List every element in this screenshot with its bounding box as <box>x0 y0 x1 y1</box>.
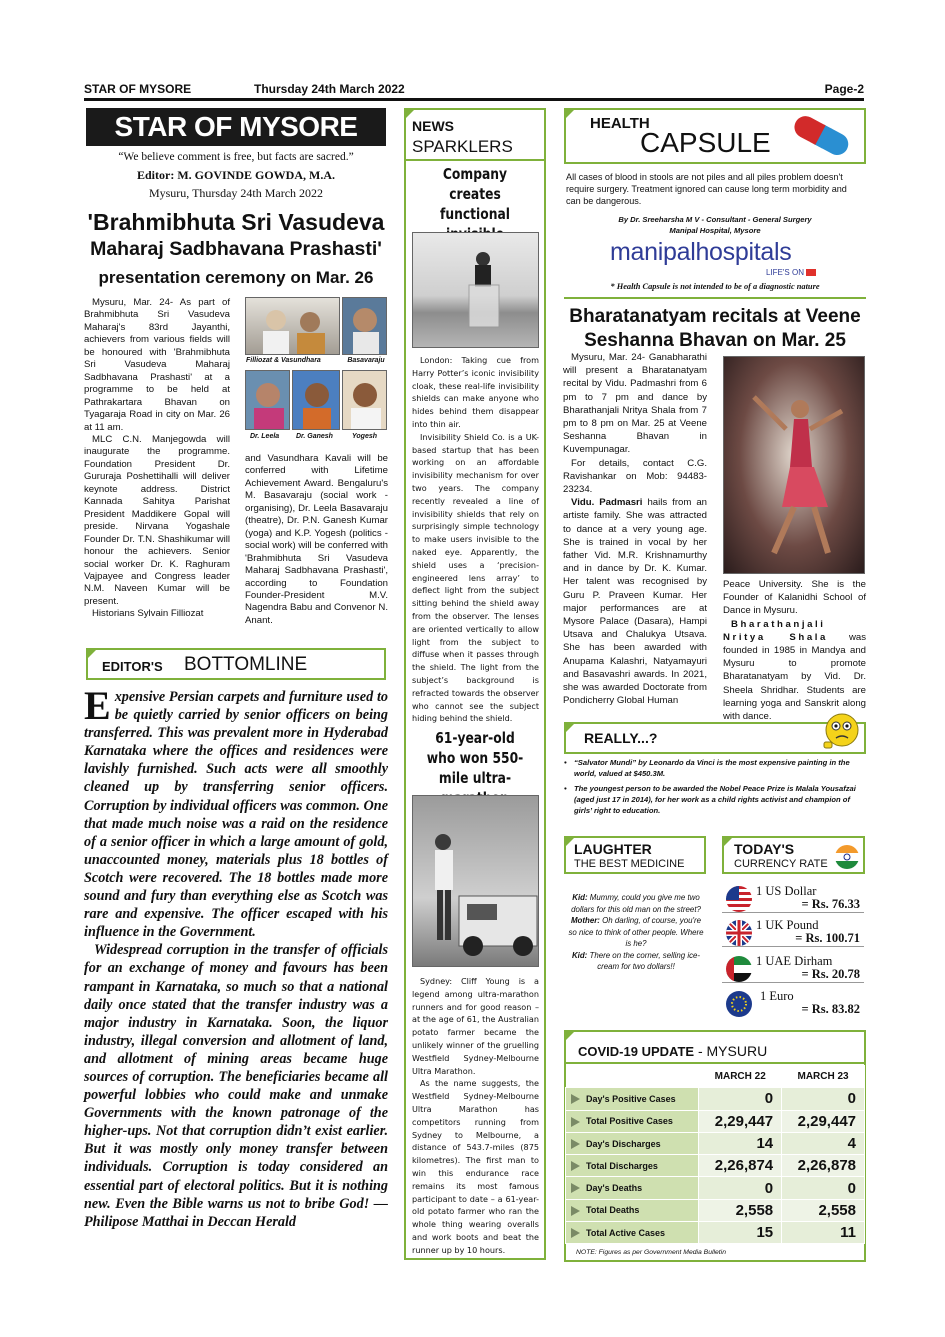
covid-table <box>565 1065 865 1244</box>
currency-value-eur: = Rs. 83.82 <box>801 1002 860 1016</box>
laughter-label-bold: LAUGHTER <box>574 841 652 857</box>
bottomline-label: BOTTOMLINE <box>184 654 308 675</box>
currency-row-aed <box>722 953 864 983</box>
news-story-1-headline: Company creates functional <box>440 165 510 223</box>
really-list <box>564 757 866 816</box>
photo-invisibility-shield <box>412 232 539 348</box>
health-bottom-rule <box>564 297 866 299</box>
laughter-label: THE BEST MEDICINE <box>574 858 685 870</box>
table-row: Day's Positive Cases 0 0 <box>566 1088 865 1110</box>
photo-dancer <box>723 356 865 574</box>
dance-para-3: hails from an artiste family. She was attracted to dance at a very young age. She is trained in vocal by her father Vid. M.R. Krishnamurthy and in dance by Dr. K. Kumar. Her talent was recognised by Guru P. Praveen Kumar. Her major performances are at Mysore Palace (Dasara), Hampi Utsava and Chalukya Utsava. She has been awarded with Anupama Kalashri, Natyamayuri and Basavashri awards. In 2021, she was awarded Doctorate from Pondicherry Global Human <box>563 497 708 707</box>
currency-value-aed: = Rs. 20.78 <box>801 967 860 981</box>
dance-story-column-2 <box>723 578 866 723</box>
dance-para-2: For details, contact C.G. Ravishankar on Mob: 94483-23234. <box>563 457 707 496</box>
currency-row-usd <box>722 883 864 913</box>
news-story-2-para-2: As the name suggests, the Westfield Sydney-Melbourne Ultra Marathon has competitors running from Sydney to Melbourne, a distance of 543.7-miles (875 kilometres). The first man to win this endurance race remains its most famous participant to date – a 61-year-old potato farmer who ran the whole thing wearing overalls and work boots and beat the runner up by 10 hours. <box>412 1078 539 1255</box>
currency-name-usd: 1 US Dollar <box>756 884 817 898</box>
masthead-title: STAR OF MYSORE <box>86 108 386 146</box>
table-row: Total Discharges 2,26,874 2,26,878 <box>566 1155 865 1177</box>
dance-headline-line-1: Bharatanatyam recitals at Veene <box>569 306 861 327</box>
covid-col-march-22: MARCH 22 <box>699 1066 782 1088</box>
currency-name-eur: 1 Euro <box>760 989 794 1003</box>
uk-flag-icon <box>726 920 752 946</box>
table-row: Day's Discharges 14 4 <box>566 1132 865 1154</box>
portrait-man-icon <box>343 371 387 430</box>
currency-row-eur <box>722 988 864 1018</box>
corner-tab-icon <box>564 1030 576 1042</box>
covid-col-march-23: MARCH 23 <box>782 1066 865 1088</box>
caption-ganesh: Dr. Ganesh <box>296 433 333 440</box>
table-row: Day's Deaths 0 0 <box>566 1177 865 1199</box>
lead-headline-line-2: Maharaj Sadbhavana Prashasti' <box>90 238 382 260</box>
bottomline-label-box <box>86 648 386 680</box>
news-story-2-headline: 61-year-old who won 550-mile ultra- <box>426 729 524 787</box>
table-row: Total Deaths 2,558 2,558 <box>566 1199 865 1221</box>
masthead-editor: Editor: M. GOVINDE GOWDA, M.A. <box>137 168 335 182</box>
bottomline-para-1: xpensive Persian carpets and furniture used to be quietly carried by senior officers on being transferred. This was prevalent more in Hyderabad Karnataka where the offices and residences were lavishly furnished. Such acts were all smoothly cleaned up by transferring senior officers. Corruption by individual officers was common. One that made much noise was a raid on the residence of a senior officer in which a large amount of gold, unaccounted money, materials plus 18 bottles of Scotch were recovered. The 18 bottles made more sound and fury than everything else as Scotch was rare and expensive. The officer escaped with his influence in the Government. <box>84 689 388 941</box>
news-story-1-text <box>412 354 539 725</box>
bottomline-text <box>84 683 388 1231</box>
masthead-motto: “We believe comment is free, but facts are sacred.” <box>118 151 354 163</box>
health-disclaimer: * Health Capsule is not intended to be of a diagnostic nature <box>610 282 820 291</box>
thinking-smiley-icon <box>818 708 862 754</box>
health-byline-1: By Dr. Sreeharsha M V - Consultant - General Surgery <box>618 215 812 224</box>
manipal-logo-tag: LIFE'S ON <box>766 268 804 277</box>
dance-story-column-1 <box>563 351 707 707</box>
dance-col2-para-1: Peace University. She is the Founder of Kalanidhi School of Dance in Mysuru. <box>723 579 866 617</box>
lead-story-column-1 <box>84 297 230 621</box>
lead-story-column-2 <box>245 453 388 627</box>
caption-basavaraju: Basavaraju <box>347 357 385 364</box>
currency-label: CURRENCY RATE <box>734 858 828 870</box>
currency-value-usd: = Rs. 76.33 <box>801 897 860 911</box>
covid-note: NOTE: Figures as per Government Media Bulletin <box>576 1249 726 1256</box>
currency-name-aed: 1 UAE Dirham <box>756 954 833 968</box>
row-arrow-icon <box>571 1094 580 1104</box>
portrait-couple-icon <box>246 298 340 355</box>
news-label-bold: NEWS <box>412 118 454 134</box>
portrait-man-icon <box>343 298 387 355</box>
table-row: Total Active Cases 15 11 <box>566 1222 865 1244</box>
corner-tab-icon <box>564 722 576 734</box>
caption-filliozat: Filliozat & Vasundhara <box>246 357 321 364</box>
runner-scene-icon <box>413 796 539 967</box>
corner-tab-icon <box>86 648 98 660</box>
masthead-dateline: Mysuru, Thursday 24th March 2022 <box>148 186 324 200</box>
row-arrow-icon <box>571 1183 580 1193</box>
covid-title-rule <box>566 1062 864 1064</box>
currency-row-gbp <box>722 917 864 947</box>
bottomline-para-2: Widespread corruption in the transfer of officials for an exchange of money and favours has been rampant in Karnataka, so much so that a national daily once stated that the transfer industry was a major industry in Karnataka. Soon, the liquor industry, illegal conversion and allotment of land, and allotment of mining areas became huge sources of corruption. The beneficiaries became all powerful lobbies who could make and unmake Governments with the known patronage of the higher-ups. Not that corruption didn’t exist earlier. But it was mostly only money transfer between individuals. Corruption is today considered an essential part of electoral politics. But it is nothing new. Even the Bible warns us not to bribe God! — Philipose Matthai in Deccan Herald <box>84 942 388 1230</box>
dance-para-1: Mysuru, Mar. 24- Ganabharathi will present a Bharatanatyam recital by Vidu. Padmashri from 6 pm to 7 pm and dance by Bharathanjali Nritya Shala from 7 pm to 8 pm on Mar. 25 at Veene Seshanna Bhavan in Kuvempunagar. <box>563 352 707 456</box>
news-story-2-para-1: Sydney: Cliff Young is a legend among ultra-marathon runners and for good reason – at the age of 61, the Australian potato farmer became the unlikely winner of the gruelling Westfield Sydney-Melbourne Ultra Marathon. <box>412 976 539 1076</box>
us-flag-icon <box>726 886 752 912</box>
currency-label-bold: TODAY'S <box>734 841 795 857</box>
photo-dr-ganesh <box>292 370 340 430</box>
table-row: Total Positive Cases 2,29,447 2,29,447 <box>566 1110 865 1132</box>
covid-label: - MYSURU <box>694 1043 768 1059</box>
lead-para-1: Mysuru, Mar. 24- As part of Brahmibhuta Sri Vasudeva Maharaj's 83rd Jayanthi, achievers from various fields will be honoured with 'Brahmibhuta Sri Vasudeva Maharaj Sadbhavana Prashasti' at a programme to be held at Pathrakartara Bhavan on Tyagaraja Road in city on Mar. 26 at 11 am. <box>84 297 230 433</box>
really-label: REALLY...? <box>584 730 658 746</box>
news-story-1-para-2: Invisibility Shield Co. is a UK-based startup that has been working on an affordable invisibility mechanism for over two years. The company recently revealed a line of invisibility shields that rely on surprisingly simple technology to make users invisible to the naked eye. Apparently, the shield uses a ‘precision-engineered lens array’ to deflect light from the subject sitting behind the shield away from the observer. The lenses are oriented vertically to allow light from the subject to diffuse when it passes through the shield. The light from the subject’s background is refracted towards the observer who cannot see the subject hiding behind the shield. <box>412 431 539 724</box>
india-flag-icon <box>834 844 860 870</box>
lead-headline-line-1: 'Brahmibhuta Sri Vasudeva <box>87 209 385 235</box>
really-item-1: • “Salvator Mundi” by Leonardo da Vinci is the most expensive painting in the world, valued at $450.3M. <box>564 758 850 779</box>
portrait-woman-icon <box>246 371 290 430</box>
health-text: All cases of blood in stools are not piles and all piles problem doesn't require surgery. Treatment ignored can cause long term morbidity and can be dangerous. <box>566 172 847 207</box>
joke-line-1: Kid: Mummy, could you give me two dollars for this old man on the street? <box>571 893 701 914</box>
photo-yogesh <box>342 370 387 430</box>
bottomline-label-bold: EDITOR'S <box>102 659 163 674</box>
row-arrow-icon <box>571 1161 580 1171</box>
portrait-man-icon <box>293 371 340 430</box>
health-label-bold: HEALTH <box>590 115 650 132</box>
lead-col2-para: and Vasundhara Kavali will be conferred with Lifetime Achievement Award. Bengaluru's M. Basavaraju (social work - organising), Dr. Leela Basavaraju (theatre), Dr. P.N. Ganesh Kumar (yoga) and K.P. Yogesh (politics - social work) will be conferred with 'Brahmibhuta Sri Vasudeva Maharaj Sadbhavana Prashasti', according to Foundation Founder-President M.V. Nagendra Babu and Convenor N. Anant. <box>245 453 388 626</box>
manipal-logo-mark-icon <box>806 269 816 276</box>
lead-para-3: Historians Sylvain Filliozat <box>92 608 204 620</box>
row-arrow-icon <box>571 1228 580 1238</box>
row-arrow-icon <box>571 1206 580 1216</box>
news-label: SPARKLERS <box>412 137 513 156</box>
manipal-logo-word: manipalhospitals <box>610 238 792 266</box>
covid-title <box>578 1043 767 1059</box>
row-arrow-icon <box>571 1117 580 1127</box>
dancer-figure-icon <box>724 357 865 574</box>
dance-headline-line-2: Seshanna Bhavan on Mar. 25 <box>584 330 846 351</box>
currency-name-gbp: 1 UK Pound <box>756 918 819 932</box>
caption-leela: Dr. Leela <box>250 433 280 440</box>
dance-col2-para-2-bold: Bharathanjali Nritya Shala <box>723 618 828 643</box>
caption-yogesh: Yogesh <box>352 433 378 440</box>
currency-value-gbp: = Rs. 100.71 <box>795 931 860 945</box>
running-header <box>84 78 864 100</box>
invisibility-shield-scene-icon <box>413 233 539 348</box>
lead-headline-line-3: presentation ceremony on Mar. 26 <box>98 268 374 287</box>
header-paper-name: STAR OF MYSORE <box>84 82 192 96</box>
corner-tab-icon <box>722 836 734 848</box>
dance-para-3-bold: Vidu. Padmasri <box>571 497 643 509</box>
uae-flag-icon <box>726 956 752 982</box>
eu-flag-icon <box>726 991 752 1017</box>
dance-col2-para-2: was founded in 1985 in Mandya and Mysuru to promote Bharatanatyam by Vid. Dr. Sheela Shridhar. Students are learning yoga and Sanskrit along with dance. <box>723 631 866 723</box>
header-rule <box>84 98 864 101</box>
photo-basavaraju <box>342 297 387 355</box>
laughter-joke <box>566 892 706 973</box>
lead-para-2: MLC C.N. Manjegowda will inaugurate the programme. Foundation President Dr. Gururaja Poshettihalli will deliver keynote address. District Kannada Sahitya Parishat President Maddikere Gopal will preside. Nirvana Yogashale Founder Dr. T.N. Shashikumar will honour the achievers. Senior social worker Dr. K. Raghuram Vajpayee and Congress leader N.M. Naveen Kumar will be present. <box>84 433 230 607</box>
covid-label-bold: COVID-19 UPDATE <box>578 1044 695 1059</box>
joke-line-2: Mother: Oh darling, of course, you're so nice to think of other people. Where is he? <box>568 916 704 948</box>
news-story-1-para-1: London: Taking cue from Harry Potter’s iconic invisibility cloak, these real-life invisibility shields can make anyone who hides behind them disappear into thin air. <box>412 355 539 429</box>
header-page-number: Page-2 <box>824 82 864 96</box>
corner-tab-icon <box>564 108 576 120</box>
capsule-pill-icon <box>784 112 864 162</box>
news-story-2-text <box>412 975 539 1257</box>
bottomline-dropcap: E <box>84 683 111 728</box>
photo-dr-leela <box>245 370 290 430</box>
header-date: Thursday 24th March 2022 <box>254 82 405 96</box>
row-arrow-icon <box>571 1139 580 1149</box>
joke-line-3: Kid: There on the corner, selling ice-cream for two dollars!! <box>571 950 701 971</box>
photo-cliff-young <box>412 795 539 967</box>
news-label-rule <box>406 159 544 161</box>
health-label: CAPSULE <box>640 127 771 158</box>
photo-filliozat-vasundhara <box>245 297 340 355</box>
really-item-2: • The youngest person to be awarded the Nobel Peace Prize is Malala Yousafzai (aged just 17 in 2014), for her work as a child rights activist and champion of girls’ right to education. <box>564 783 856 816</box>
health-byline-2: Manipal Hospital, Mysore <box>669 226 761 235</box>
